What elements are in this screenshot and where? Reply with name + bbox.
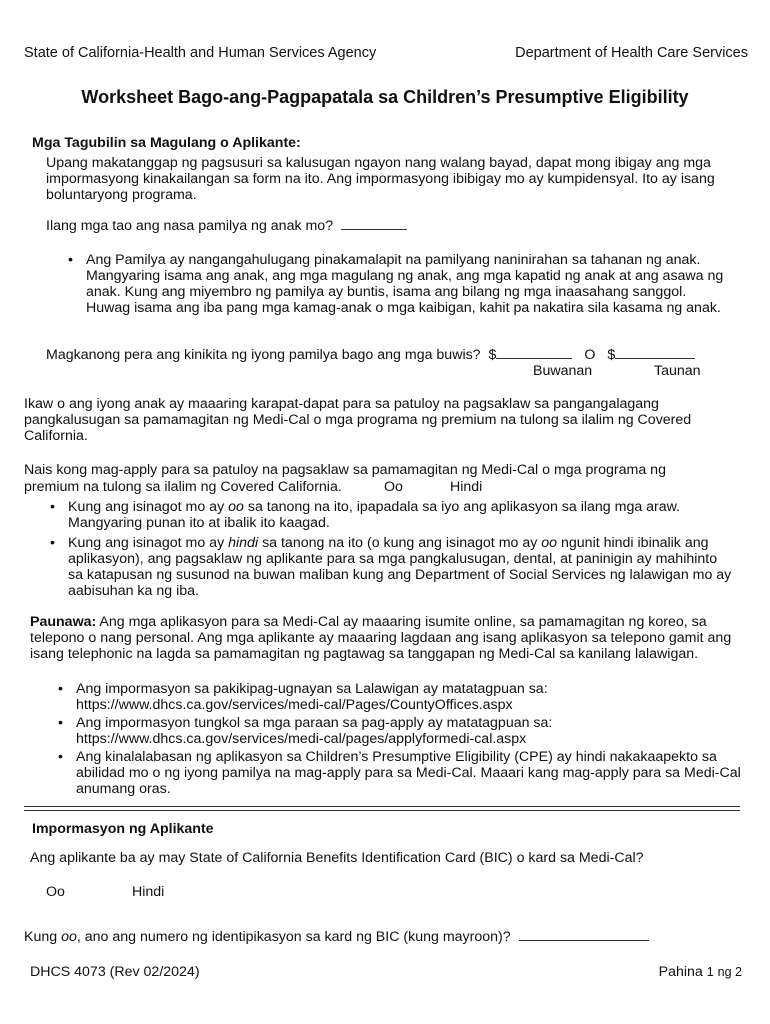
county-offices-link[interactable]: https://www.dhcs.ca.gov/services/medi-cal/Pages/CountyOffices.aspx: [76, 697, 513, 713]
notice-bullet-cpe: • Ang kinalalabasan ng aplikasyon sa Children’s Presumptive Eligibility (CPE) ay hindi nakakaapekto sa abilidad mo o ng iyong pamilya na mag-apply para sa Medi-Cal. Maaari kang mag-apply para sa Medi-Cal anumang oras.: [54, 749, 744, 797]
apply-question-line1: [24, 462, 666, 478]
notice-paragraph: [30, 614, 742, 662]
apply-bullet-yes: [46, 499, 736, 531]
notice-bullets: [54, 681, 744, 797]
eligibility-paragraph: Ikaw o ang iyong anak ay maaaring karapat-dapat para sa patuloy na pagsaklaw sa pangangalagang pangkalusugan sa pamamagitan ng Medi-Cal o mga programa ng premium na tulong sa ilalim ng Covered California.: [24, 396, 692, 444]
notice-b2-text: Ang impormasyon tungkol sa mga paraan sa pag-apply ay matatagpuan sa:: [76, 715, 553, 731]
family-definition-list: [64, 252, 724, 316]
notice-label: Paunawa:: [30, 614, 97, 630]
dollar-sign: $: [488, 347, 497, 363]
bic-no-option[interactable]: Hindi: [132, 884, 165, 900]
page-of: ng 2: [717, 965, 742, 979]
bic-num-pre: Kung: [24, 929, 58, 945]
notice-bullet-apply: [54, 715, 744, 747]
b2-pre: Kung ang isinagot mo ay: [68, 535, 225, 551]
household-size-field[interactable]: [341, 217, 407, 230]
household-question: [46, 217, 407, 234]
income-question-text: Magkanong pera ang kinikita ng iyong pamilya bago ang mga buwis?: [46, 347, 481, 363]
bic-question: Ang aplikante ba ay may State of California Benefits Identification Card (BIC) o kard sa Medi-Cal?: [30, 850, 644, 866]
monthly-label: Buwanan: [533, 363, 593, 379]
b1-post: sa tanong na ito, ipapadala sa iyo ang aplikasyon sa ilang mga araw. Mangyaring punan ito at ibalik ito kaagad.: [68, 499, 681, 531]
b1-pre: Kung ang isinagot mo ay: [68, 499, 225, 515]
monthly-income-field[interactable]: [496, 346, 572, 359]
apply-bullets: [46, 499, 736, 599]
section-divider-top: [24, 806, 740, 807]
instructions-heading: Mga Tagubilin sa Magulang o Aplikante:: [32, 135, 301, 151]
b2-post: ngunit hindi ibinalik ang aplikasyon), ang pagsaklaw ng aplikante para sa mga pangkalusugan, dental, at paninigin ay mahihinto sa katapusan ng susunod na buwan maliban kung ang Department of Social Services ng lalawigan mo ay aabisuhan ka ng iba.: [68, 535, 732, 599]
apply-question-text-b: o mga programa ng: [542, 462, 666, 478]
page-title: Worksheet Bago-ang-Pagpapatala sa Children’s Presumptive Eligibility: [81, 87, 689, 107]
apply-yes-option[interactable]: Oo: [384, 479, 403, 495]
header-department: Department of Health Care Services: [515, 45, 748, 61]
b1-em: oo: [228, 499, 244, 515]
apply-question-line2: premium na tulong sa ilalim ng Covered California.: [24, 479, 342, 495]
household-question-text: Ilang mga tao ang nasa pamilya ng anak mo?: [46, 218, 334, 234]
page-number: [659, 964, 742, 980]
bic-num-post: , ano ang numero ng identipikasyon sa kard ng BIC (kung mayroon)?: [76, 929, 511, 945]
dollar-sign-2: $: [607, 347, 616, 363]
notice-text: Ang mga aplikasyon para sa Medi-Cal ay maaaring isumite online, sa pamamagitan ng koreo, sa telepono o nang personal. Ang mga aplikante ay maaaring lagdaan ang isang aplikasyon sa telepono gamit ang isang telephonic na lagda sa pamamagitan ng pagtawag sa tanggapan ng Medi-Cal sa kanilang lalawigan.: [30, 614, 732, 662]
form-id: DHCS 4073 (Rev 02/2024): [30, 964, 200, 980]
header-agency: State of California-Health and Human Services Agency: [24, 45, 377, 61]
page-num: 1: [706, 965, 714, 979]
bic-num-em: oo: [61, 929, 77, 945]
b2-em: hindi: [228, 535, 259, 551]
apply-question-text-a: Nais kong mag-apply para sa patuloy na pagsaklaw sa pamamagitan ng Medi-Cal: [24, 462, 539, 478]
notice-b1-text: Ang impormasyon sa pakikipag-ugnayan sa Lalawigan ay matatagpuan sa:: [76, 681, 548, 697]
family-definition-item: • Ang Pamilya ay nangangahulugang pinakamalapit na pamilyang naninirahan sa tahanan ng anak. Mangyaring isama ang anak, ang mga magulang ng anak, ang mga kapatid ng anak at ang asawa ng anak. Kung ang miyembro ng pamilya ay buntis, isama ang bilang ng mga inaasahang sanggol. Huwag isama ang iba pang mga kamag-anak o mga kaibigan, kahit pa nakatira sila kasama ng anak.: [64, 252, 724, 316]
income-question: [46, 346, 736, 363]
b2-mid: sa tanong na ito (o kung ang isinagot mo ay: [262, 535, 538, 551]
b2-em2: oo: [541, 535, 558, 551]
instructions-paragraph: Upang makatanggap ng pagsusuri sa kalusugan ngayon nang walang bayad, dapat mong ibigay ang mga impormasyong kinakailangan sa form na ito. Ang impormasyong ibibigay mo ay kumpidensyal. Ito ay isang boluntaryong programa.: [46, 155, 715, 203]
bic-number-field[interactable]: [519, 928, 649, 941]
yearly-income-field[interactable]: [615, 346, 695, 359]
section-divider-bottom: [24, 810, 740, 811]
apply-bullet-no: [46, 535, 736, 599]
page-label: Pahina: [658, 964, 703, 980]
bic-yes-option[interactable]: Oo: [46, 884, 65, 900]
or-label: O: [584, 347, 596, 363]
yearly-label: Taunan: [654, 363, 701, 379]
apply-no-option[interactable]: Hindi: [450, 479, 483, 495]
applicant-heading: Impormasyon ng Aplikante: [32, 821, 214, 837]
bic-number-question: [24, 928, 649, 945]
notice-bullet-county: [54, 681, 744, 713]
apply-medi-cal-link[interactable]: https://www.dhcs.ca.gov/services/medi-cal/pages/applyformedi-cal.aspx: [76, 731, 527, 747]
